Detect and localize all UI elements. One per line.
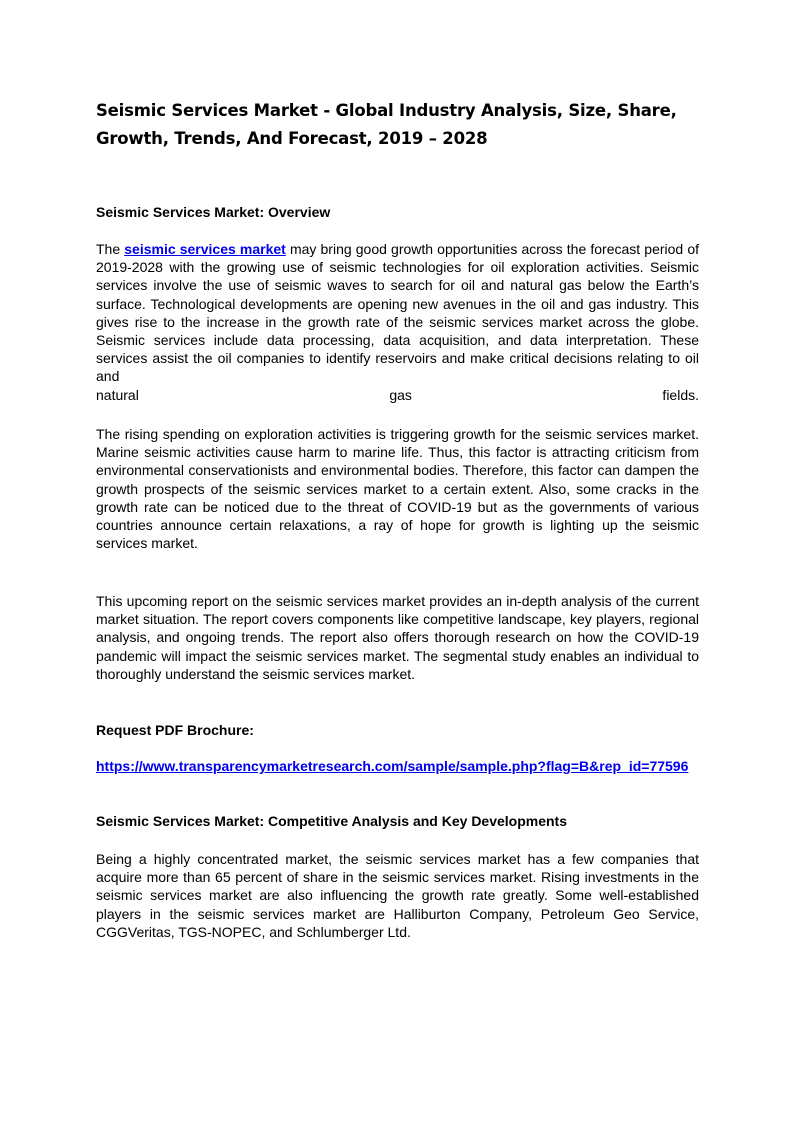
competitive-paragraph: Being a highly concentrated market, the seismic services market has a few companies that acquire more than 65 percent of share in the seismic services market. Rising investments in the seismic services market are also influencing the growth rate greatly. Some well-established players in the seismic services market are Halliburton Company, Petroleum Geo Service, CGGVeritas, TGS-NOPEC, and Schlumberger Ltd. — [96, 851, 699, 940]
overview-heading: Seismic Services Market: Overview — [96, 204, 331, 220]
overview-last-line: natural gas fields. — [96, 386, 699, 403]
overview-paragraph — [96, 240, 699, 404]
brochure-link[interactable]: https://www.transparencymarketresearch.com/sample/sample.php?flag=B&rep_id=77596 — [96, 758, 689, 774]
spending-paragraph: The rising spending on exploration activities is triggering growth for the seismic services market. Marine seismic activities cause harm to marine life. Thus, this factor is attracting criticism from environmental conservationists and environmental bodies. Therefore, this factor can dampen the growth prospects of the seismic services market to a certain extent. Also, some cracks in the growth rate can be noticed due to the threat of COVID-19 but as the governments of various countries announce certain relaxations, a ray of hope for growth is lighting up the seismic services market. — [96, 426, 699, 552]
seismic-services-market-link[interactable]: seismic services market — [124, 241, 286, 257]
brochure-heading: Request PDF Brochure: — [96, 722, 254, 738]
report-paragraph: This upcoming report on the seismic services market provides an in-depth analysis of the current market situation. The report covers components like competitive landscape, key players, regional analysis, and ongoing trends. The report also offers thorough research on how the COVID-19 pandemic will impact the seismic services market. The segmental study enables an individual to thoroughly understand the seismic services market. — [96, 593, 699, 682]
overview-body: may bring good growth opportunities across the forecast period of 2019-2028 with the growing use of seismic technologies for oil exploration activities. Seismic services involve the use of seismic waves to search for oil and natural gas below the Earth’s surface. Technological developments are opening new avenues in the oil and gas industry. This gives rise to the increase in the growth rate of the seismic services market across the globe. Seismic services include data processing, data acquisition, and data interpretation. These services assist the oil companies to identify reservoirs and make critical decisions relating to oil and — [96, 241, 700, 385]
document-title: Seismic Services Market - Global Industry Analysis, Size, Share, Growth, Trends, And Forecast, 2019 – 2028 — [96, 101, 677, 148]
competitive-heading: Seismic Services Market: Competitive Analysis and Key Developments — [96, 813, 568, 829]
overview-prefix: The — [96, 241, 121, 257]
